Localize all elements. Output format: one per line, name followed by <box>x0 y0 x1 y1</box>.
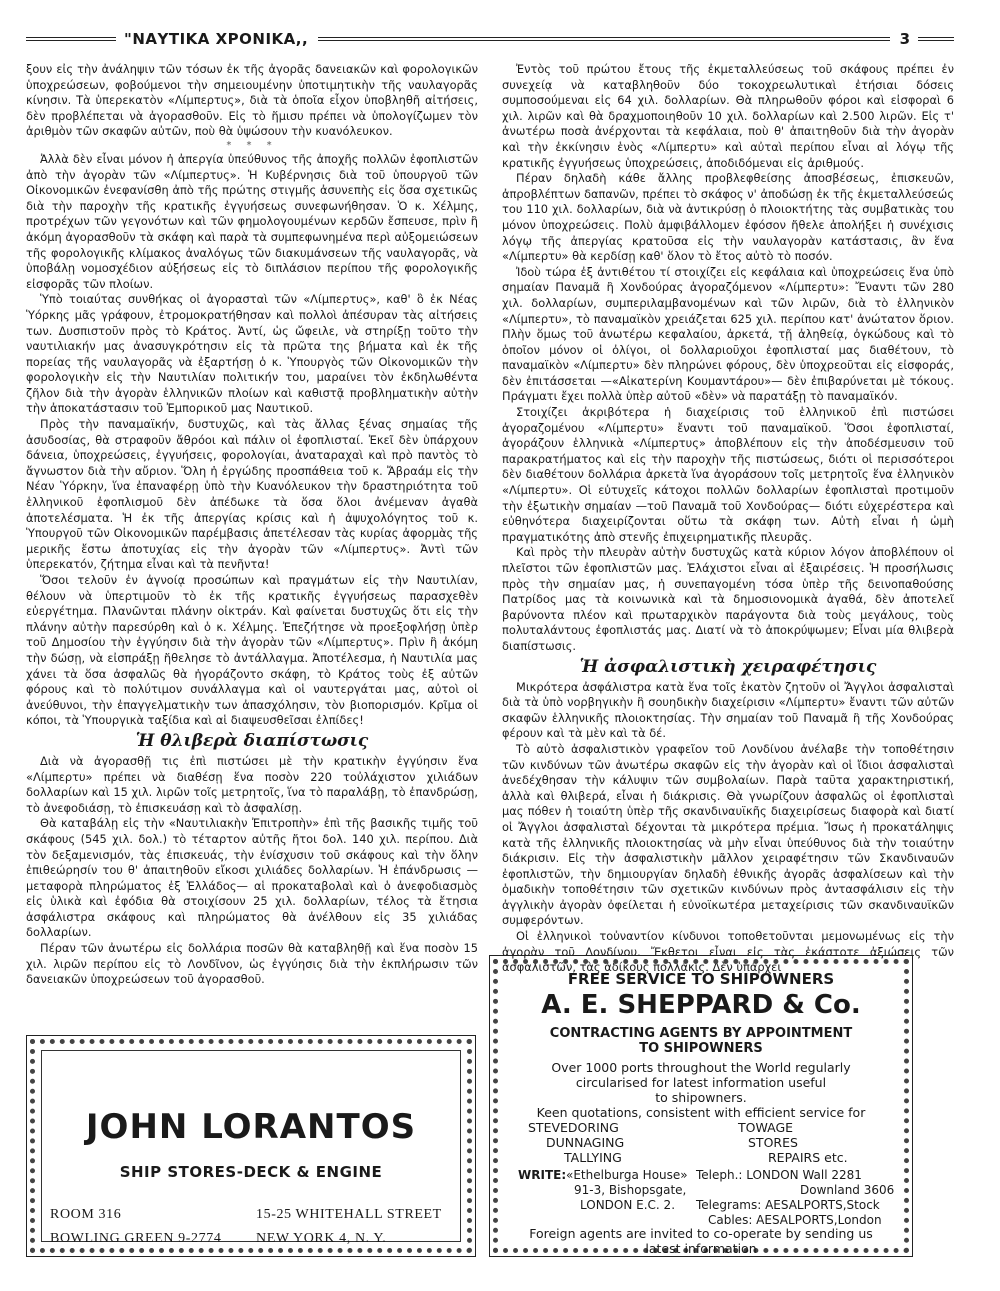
contact-line: Telegrams: AESALPORTS,Stock <box>696 1198 880 1212</box>
advertiser-street: 15-25 WHITEHALL STREET <box>256 1207 442 1222</box>
service-list-right <box>738 1120 848 1165</box>
advertisement-sheppard <box>489 955 913 1257</box>
service-item: STORES <box>748 1135 798 1150</box>
right-column <box>502 62 954 975</box>
address-line: «Ethelburga House» <box>566 1168 688 1182</box>
right-paragraph: Ἰδοὺ τώρα ἐξ ἀντιθέτου τί στοιχίζει εἰς κεφάλαια καὶ ὑποχρεώσεις ἕνα ὑπὸ σημαίαν Παναμᾶ ἢ Χονδούρας ἀγοραζόμενον «Λίμπερτυ»: Ἔναντι τῶν 280 χιλ. δολλαρίων, συμπεριλαμβανομένων καὶ τῶν λιρῶν, διὰ τὸ ἑλληνικὸν «Λίμπερτυ», τὸ παναμαϊκὸν χρειάζεται 625 χιλ. περίπου κατ' ἀνώτατον ὅριον. Πλὴν ὅμως τοῦ ἀνωτέρω κεφαλαίου, ἀρκετά, τῇ ἀληθείᾳ, ὀγκώδους καὶ τὸ ὁποῖον μόνον οἱ ὀλίγοι, οἱ δολλαριοῦχοι ἐφοπλισταί μας διαθέτουν, τὸ παναμαϊκὸν «Λίμπερτυ» δὲν πληρώνει φόρους, δὲν ὑποχρεοῦται εἰς εἰσφοράς, δὲν ἐπιτάσσεται —«Αἰκατερίνη Κουμαντάρου»— δὲν ἐπιβαρύνεται μὲ τόκους. Πράγματι ἔχει πολλὰ ὑπὲρ αὐτοῦ «δὲν» νὰ παρατάξῃ τὸ παναμαϊκόν. <box>502 264 954 404</box>
left-paragraph: Ὑπὸ τοιαύτας συνθήκας οἱ ἀγορασταὶ τῶν «Λίμπερτυς», καθ' ὃ ἐκ Νέας Ὑόρκης μᾶς γράφουν, ἐτρομοκρατήθησαν καὶ πολλοὶ ἀπέσυραν τὰς αἰτήσεις των. Δυσπιστοῦν πρὸς τὸ Κράτος. Ἀντί, ὡς ὤφειλε, νὰ στηρίξῃ τοῦτο τὴν ναυτιλιακήν μας ἀνασυγκρότησιν εἰς τὰ πρῶτα της βήματα καὶ ἐκ τῆς πορείας τῆς ναυλαγορᾶς νὰ ἐξαρτήσῃ ὁ κ. Ὑπουργὸς τῶν Οἰκονομικῶν τὴν φορολογικὴν εἰς τὴν Ναυτιλίαν πολιτικήν του, μαραίνει τὸν ἐκδηλωθέντα ζῆλον διὰ τὴν ἀγορὰν ἑλληνικῶν πλοίων καὶ καθιστᾷ προβληματικὴν αὐτὴν τὴν ἀποκατάστασιν τοῦ Ἐμπορικοῦ μας Ναυτικοῦ. <box>26 292 478 416</box>
ad-subheading-line: CONTRACTING AGENTS BY APPOINTMENT <box>549 1026 853 1041</box>
subheading-insurance: Ἡ ἀσφαλιστικὴ χειραφέτησις <box>579 656 877 677</box>
page-header <box>26 24 954 54</box>
ad-subheading-line: TO SHIPOWNERS <box>639 1041 763 1056</box>
left-paragraph: Ὅσοι τελοῦν ἐν ἀγνοίᾳ προσώπων καὶ πραγμάτων εἰς τὴν Ναυτιλίαν, θέλουν νὰ ὑπερτιμοῦν τὸ ἐκ τῆς κρατικῆς ἐγγυήσεως παρασχεθὲν εὐεργέτημα. Πλανῶνται πλάνην οἰκτράν. Καὶ φαίνεται δυστυχῶς ὅτι εἰς τὴν πλάνην αὐτὴν παρεσύρθη καὶ ὁ κ. Χέλμης. Ἐπεζήτησε νὰ προεξοφλήσῃ ὑπὲρ τοῦ Δημοσίου τὴν ἐγγύησιν διὰ τὴν ἀγορὰν τῶν «Λίμπερτυς». Πρὶν ἢ ἀκόμη τὴν δώσῃ, νὰ εἰσπράξῃ ἤθελησε τὸ ἀντάλλαγμα. Ἀποτέλεσμα, ἡ Ναυτιλία μας χάνει τὰ ὅσα ἀσφαλῶς θὰ ἠγοράζοντο σκάφη, τὸ Κράτος τοὺς ἐξ αὐτῶν φόρους καὶ τὸ πολύτιμον συνάλλαγμα καὶ οἱ ναυτεργάται μας, αὐτοὶ οἱ ἀνεύθυνοι, τὴν ἐπαγγελματικὴν των ἀπασχόλησιν, τὸν βιοπορισμόν. Κρῖμα οἱ κόποι, τὰ Ὑπουργικὰ ταξίδια καὶ αἱ διαψευσθεῖσαι ἐλπίδες! <box>26 573 478 728</box>
advertiser-name: A. E. SHEPPARD & Co. <box>541 990 861 1020</box>
masthead-title: "ΝΑΥΤΙΚΑ ΧΡΟΝΙΚΑ,, <box>124 30 309 48</box>
left-paragraph: ξουν εἰς τὴν ἀνάληψιν τῶν τόσων ἐκ τῆς ἀγορᾶς δανειακῶν καὶ φορολογικῶν ὑποχρεώσεων, φοβούμενοι τὴν σημειουμένην ὑποτιμητικὴν τῆς ναυλαγορᾶς κίνησιν. Τὰ ὑπερεκατὸν «Λίμπερτυς», διὰ τὰ ὁποῖα εἶχον ὑποβληθῆ αἰτήσεις, δὲν προβλέπεται νὰ ἀγορασθοῦν. Εἰς τὸ ἥμισυ πρέπει νὰ ὑπολογίζωμεν τὸν ἀριθμὸν τῶν σκαφῶν αὐτῶν, ποὺ θὰ ὑψώσουν τὴν κυανόλευκον. <box>26 62 478 139</box>
right-paragraph: Στοιχίζει ἀκριβότερα ἡ διαχείρισις τοῦ ἑλληνικοῦ ἐπὶ πιστώσει ἀγοραζομένου «Λίμπερτυ» ἔναντι τοῦ παναμαϊκοῦ. Ὅσοι ἐφοπλισταί, ἀγοράζουν ἑλληνικὰ «Λίμπερτυς» ἀποβλέπουν εἰς τὴν ἀποδέσμευσιν τοῦ παρακρατήματος καὶ εἰς τὴν παροχὴν τῆς πιστώσεως, διότι οἱ περισσότεροι δὲν διαθέτουν δολλάρια ἀρκετὰ ἵνα ἀγοράσουν τοῖς μετρητοῖς ἕνα ἑλληνικὸν «Λίμπερτυ». Οἱ εὐτυχεῖς κάτοχοι πολλῶν δολλαρίων ἐφοπλισταὶ προτιμοῦν τὴν ἐξωτικὴν σημαίαν —τοῦ Παναμᾶ τοῦ Χονδούρας— διότι εὐχερέστερα καὶ εὐθηνότερα διαχειρίζονται οὕτω τὰ σκάφη των. Αὐτὴ εἶναι ἡ ὠμὴ πραγματικότης ἀπὸ στενῆς ἐπιχειρηματικῆς πλευρᾶς. <box>502 405 954 544</box>
service-item: DUNNAGING <box>546 1135 625 1150</box>
advertiser-phone: BOWLING GREEN 9-2774 <box>50 1231 222 1246</box>
right-paragraph: Πέραν δηλαδὴ κάθε ἄλλης προβλεφθείσης ἀποσβέσεως, ἐπισκευῶν, ἀπροβλέπτων δαπανῶν, πρέπει τὸ σκάφος ν' ἀποδώσῃ ἐκ τῆς ἐκμεταλλεύσεώς του 110 χιλ. δολλαρίων, διὰ νὰ ἀντικρύσῃ ὁ πλοιοκτήτης τὰς συμβατικὰς του μόνον ὑποχρεώσεις. Πολὺ ἀμφιβάλλομεν ἐφόσον ἤθελε ἀπολήξει ἡ συνέχισις λόγῳ τῆς ἀπεργίας κρατοῦσα εἰς τὴν ναυλαγορὰν κατάστασις, ἂν ἕνα «Λίμπερτυ» θὰ κερδίσῃ καθ' ὅλον τὸ ἔτος αὐτὸ τὸ ποσόν. <box>502 171 954 264</box>
left-column <box>26 62 478 1012</box>
service-item: REPAIRS etc. <box>768 1150 848 1165</box>
left-paragraph: Πέραν τῶν ἀνωτέρω εἰς δολλάρια ποσῶν θὰ καταβληθῇ καὶ ἕνα ποσὸν 15 χιλ. λιρῶν περίπου εἰς τὸ Λονδῖνον, ὡς ἐγγύησις διὰ τὴν ἐκπλήρωσιν τῶν δανειακῶν ὑποχρεώσεων τοῦ ἀγορασθοῦ. <box>26 941 478 987</box>
right-paragraph: Μικρότερα ἀσφάλιστρα κατὰ ἕνα τοῖς ἑκατὸν ζητοῦν οἱ Ἄγγλοι ἀσφαλισταὶ διὰ τὰ ὑπὸ νορβηγικὴν ἢ σουηδικὴν διαχείρισιν «Λίμπερτυ» ἔναντι τῶν αὐτῶν σκαφῶν ἑλληνικῆς πλοιοκτησίας. Τὴν σημαίαν τοῦ Παναμᾶ ἢ τῆς Χονδούρας φέρουν καὶ τὰ μὲν καὶ τὰ δέ. <box>502 679 954 741</box>
advertisement-lorantos <box>26 1035 476 1257</box>
advertiser-room: ROOM 316 <box>50 1207 122 1222</box>
contact-line: Teleph.: LONDON Wall 2281 <box>696 1168 862 1182</box>
ad-headline: FREE SERVICE TO SHIPOWNERS <box>567 970 835 988</box>
right-paragraph: Οἱ ἑλληνικοὶ τοὐναντίον κίνδυνοι τοποθετοῦνται μεμονωμένως εἰς τὴν ἀγορὰν τοῦ Λονδίνου. Ἔκθετοι εἶναι εἰς τὰς ἑκάστοτε ἀξιώσεις τῶν ἀσφαλιστῶν, τὰς ἀδίκους πολλάκις. Δὲν ὑπάρχει <box>502 929 954 975</box>
telephone-telegrams <box>696 1168 894 1228</box>
advertiser-city: NEW YORK 4, N. Y. <box>256 1231 387 1246</box>
write-label: WRITE: <box>518 1168 567 1182</box>
service-item: TOWAGE <box>738 1120 794 1135</box>
header-rule-end <box>918 37 954 41</box>
right-paragraph: Τὸ αὐτὸ ἀσφαλιστικὸν γραφεῖον τοῦ Λονδίνου ἀνέλαβε τὴν τοποθέτησιν τῶν κινδύνων τῶν ἀνωτέρω σκαφῶν εἰς τὴν ἀγορὰν καὶ οἱ ἴδιοι ἀσφαλισταὶ ἀνεδέχθησαν τὴν κάλυψιν τῶν συμβολαίων. Παρὰ ταῦτα χαρακτηριστική, ἀλλὰ καὶ θλιβερά, εἶναι ἡ διάκρισις. Θὰ γνωρίζουν ἀσφαλῶς οἱ ἐφοπλισταὶ μας πόθεν ἡ τοιαύτη ὑπὲρ τῆς σκανδιναυϊκῆς διαχειρίσεως διαφορὰ καὶ διατί οἱ Ἄγγλοι ἀσφαλισταὶ δέχονται τὰ μικρότερα πρέμια. Ἴσως ἡ προκατάληψις κατὰ τῆς ἑλληνικῆς πλοιοκτησίας νὰ μὴν εἶναι ὑπεύθυνος διὰ τὴν τοιαύτην διάκρισιν. Εἰς τὴν ἀσφαλιστικὴν μᾶλλον χειραφέτησιν τῶν Σκανδιναυῶν ἐφοπλιστῶν, τὴν δημιουργίαν δηλαδὴ ἐθνικῆς ἀγορᾶς ἀσφαλίσεων καὶ τὴν ὁμαδικὴν τοποθέτησιν τῶν σχετικῶν κινδύνων πρὸς ἀντασφάλισιν εἰς τὴν ἀγγλικὴν ἀγορὰν ὀφείλεται ἡ εὐνοϊκωτέρα μεταχείρισις τῶν σκανδιναυϊκῶν συμφερόντων. <box>502 741 954 928</box>
address-line: LONDON E.C. 2. <box>580 1198 676 1212</box>
service-list-left <box>528 1120 624 1165</box>
advertiser-tagline: SHIP STORES-DECK & ENGINE <box>119 1163 383 1181</box>
ad-footer <box>504 1226 898 1256</box>
left-paragraph: Διὰ νὰ ἀγορασθῇ τις ἐπὶ πιστώσει μὲ τὴν κρατικὴν ἐγγύησιν ἕνα «Λίμπερτυ» πρέπει νὰ διαθέσῃ ἕνα ποσὸν 220 τοὐλάχιστον χιλιάδων δολλαρίων καὶ 15 χιλ. λιρῶν τοῖς μετρητοῖς, ἵνα τὸ παραλάβῃ, τὸ ἐπανδρώσῃ, τὸ ἀνεφοδιάσῃ, τὸ ἐπισκευάσῃ καὶ τὸ ἀσφαλίσῃ. <box>26 753 478 815</box>
ad-body-line: Keen quotations, consistent with efficient service for <box>536 1105 866 1120</box>
ad-subheading <box>504 1026 898 1056</box>
ad-body-line: Over 1000 ports throughout the World regularly <box>551 1060 851 1075</box>
left-paragraph: Πρὸς τὴν παναμαϊκήν, δυστυχῶς, καὶ τὰς ἄλλας ξένας σημαίας τῆς ἀσυδοσίας, θὰ στραφοῦν ἄθρόοι καὶ πάλιν οἱ ἐφοπλισταί. Ἐκεῖ δὲν ὑπάρχουν δάνεια, ὑποχρεώσεις, ἐγγυήσεις, φορολογίαι, ἀναταραχαὶ καὶ πρὸ παντὸς τὸ ἄγνωστον διὰ τὴν αὔριον. Ὅλη ἡ ἐργώδης προσπάθεια τοῦ κ. Ἄβραάμ εἰς τὴν Νέαν Ὑόρκην, ἵνα ἐπαναφέρῃ ὑπὸ τὴν Κυανόλευκον τὴν δραστηριότητα τοῦ ἑλληνικοῦ ἐφοπλισμοῦ δὲν ἀπέδωκε τὰ ὅσα ὅλοι ἀνέμεναν ἀγαθὰ ἀποτελέσματα. Ἡ ἐκ τῆς ἀπεργίας κρίσις καὶ ἡ ἀψυχολόγητος τοῦ κ. Ὑπουργοῦ τῶν Οἰκονομικῶν παρέμβασις ἀπετέλεσαν τὰς κυρίας ἀφορμὰς τῆς μερικῆς ἔστω ἀποτυχίας εἰς τὴν ἀγορὰν τῶν «Λίμπερτυς». Ἀντὶ τῶν ὑπερεκατόν, ζήτημα εἶναι καὶ τὰ πενῆντα! <box>26 417 478 572</box>
header-rule-right <box>318 37 889 41</box>
page-number: 3 <box>899 30 910 48</box>
postal-address <box>566 1168 688 1213</box>
ad-inner-frame <box>41 1050 461 1246</box>
advertiser-name: JOHN LORANTOS <box>85 1107 417 1147</box>
left-paragraph: Ἀλλὰ δὲν εἶναι μόνον ἡ ἀπεργία ὑπεύθυνος τῆς ἀποχῆς πολλῶν ἐφοπλιστῶν ἀπὸ τὴν ἀγορὰν τῶν «Λίμπερτυς». Ἡ Κυβέρνησις διὰ τοῦ ὑπουργοῦ τῶν Οἰκονομικῶν ἐνεφανίσθη ἀπὸ τῆς πρώτης στιγμῆς ἀσυνεπὴς εἰς ὅσα σχετικῶς διὰ τὴν παροχὴν τῆς κρατικῆς ἐγγυήσεως συνεφωνήθησαν. Ὁ κ. Χέλμης, προτρέχων τῶν γεγονότων καὶ τῶν φημολογουμένων κερδῶν ἔσπευσε, πρὶν ἢ ἀκόμη ἀγορασθοῦν τὰ σκάφη καὶ παρὰ τὰ συμπεφωνημένα περὶ αὐξομειώσεων τῆς φορολογικῆς κλίμακος ἀναλόγως τῶν διακυμάνσεων τῆς ναυλαγορᾶς, νὰ ὑποβάλῃ νομοσχέδιον αὐξήσεως εἰς τὸ διπλάσιον περίπου τῆς φορολογικῆς εἰσφορᾶς τῶν πλοίων. <box>26 151 478 291</box>
header-rule-left <box>26 37 116 41</box>
left-paragraph: Θὰ καταβάλῃ εἰς τὴν «Ναυτιλιακὴν Ἐπιτροπὴν» ἐπὶ τῆς βασικῆς τιμῆς τοῦ σκάφους (545 χιλ. δολ.) τὸ τέταρτον αὐτῆς ἤτοι δολ. 140 χιλ. περίπου. Διὰ τὸν δεξαμενισμόν, τὰς ἐπισκευάς, τὴν ἐνίσχυσιν τοῦ σκάφους καὶ τὴν ὅλην ἐπιθεώρησίν του θ' ἀπαιτηθοῦν εἴκοσι χιλιάδες δολλαρίων. Ἡ ἐπάνδρωσις —μεταφορὰ πληρώματος ἐξ Ἑλλάδος— αἱ προκαταβολαὶ καὶ ὁ ἀνεφοδιασμὸς εἰς ὑλικὰ καὶ ἐφόδια θὰ στοιχίσουν 25 χιλ. δολλαρίων, τέλος τὰ ἔτησια ἀσφάλιστρα σκάφους καὶ πληρώματος θὰ ἀνέλθουν εἰς 35 χιλιάδας δολλαρίων. <box>26 816 478 940</box>
right-paragraph: Καὶ πρὸς τὴν πλευρὰν αὐτὴν δυστυχῶς κατὰ κύριον λόγον ἀποβλέπουν οἱ πλεῖστοι τῶν ἐφοπλιστῶν μας. Ἐλάχιστοι εἶναι αἱ ἐξαιρέσεις. Ἡ προσήλωσις πρὸς τὴν σημαίαν μας, ἡ συνεπαγομένη τόσα ὑπὲρ τῆς δεινοπαθούσης Πατρίδος μας τὰ κοινωνικὰ καὶ τὰ δημοσιονομικὰ ἀγαθά, δὲν ἀποτελεῖ βαρύνοντα πλέον καὶ πρωταρχικὸν παράγοντα διὰ τοὺς μεγάλους, τοὺς πολυταλάντους ἐφοπλιστάς μας. Διατί νὰ τὸ ἀποκρύψωμεν; Εἶναι μία θλιβερὰ διαπίστωσις. <box>502 545 954 653</box>
ad-body-line: circularised for latest information useful <box>575 1075 827 1090</box>
ad-footer-line: latest information <box>645 1241 757 1256</box>
right-paragraph: Ἐντὸς τοῦ πρώτου ἔτους τῆς ἐκμεταλλεύσεως τοῦ σκάφους πρέπει ἐν συνεχείᾳ νὰ καταβληθοῦν δύο τοκοχρεωλυτικαὶ ἐτήσιαι δόσεις συμποσούμεναι εἰς 64 χιλ. δολλαρίων. Θὰ πληρωθοῦν φόροι καὶ εἰσφοραὶ 6 χιλ. λιρῶν καὶ θὰ δραχμοποιηθοῦν 10 χιλ. δολλαρίων καὶ 2.500 λιρῶν. Εἰς τ' ἀνωτέρω ποσὰ ἀνέρχονται τὰ κεφάλαια, ποὺ θ' ἀπαιτηθοῦν διὰ τὴν ἀγορὰν καὶ τὴν ἐκκίνησιν ἑνὸς «Λίμπερτυ» καὶ αὐταὶ περίπου εἶναι αἱ λόγῳ τῆς κρατικῆς ἐγγυήσεως ὑποχρεώσεις, ἀποδιδόμεναι εἰς ἀριθμούς. <box>502 62 954 170</box>
service-item: STEVEDORING <box>528 1120 619 1135</box>
ad-footer-line: Foreign agents are invited to co-operate by sending us <box>529 1226 873 1241</box>
contact-line: Downland 3606 <box>800 1183 895 1197</box>
address-line: 91-3, Bishopsgate, <box>574 1183 687 1197</box>
section-divider-stars: * * * <box>226 139 278 151</box>
ad-body <box>504 1060 898 1120</box>
ad-body-line: to shipowners. <box>655 1090 747 1105</box>
contact-line: Cables: AESALPORTS,London <box>708 1213 882 1227</box>
subheading-sad-finding: Ἡ θλιβερὰ διαπίστωσις <box>135 730 369 751</box>
service-item: TALLYING <box>564 1150 622 1165</box>
